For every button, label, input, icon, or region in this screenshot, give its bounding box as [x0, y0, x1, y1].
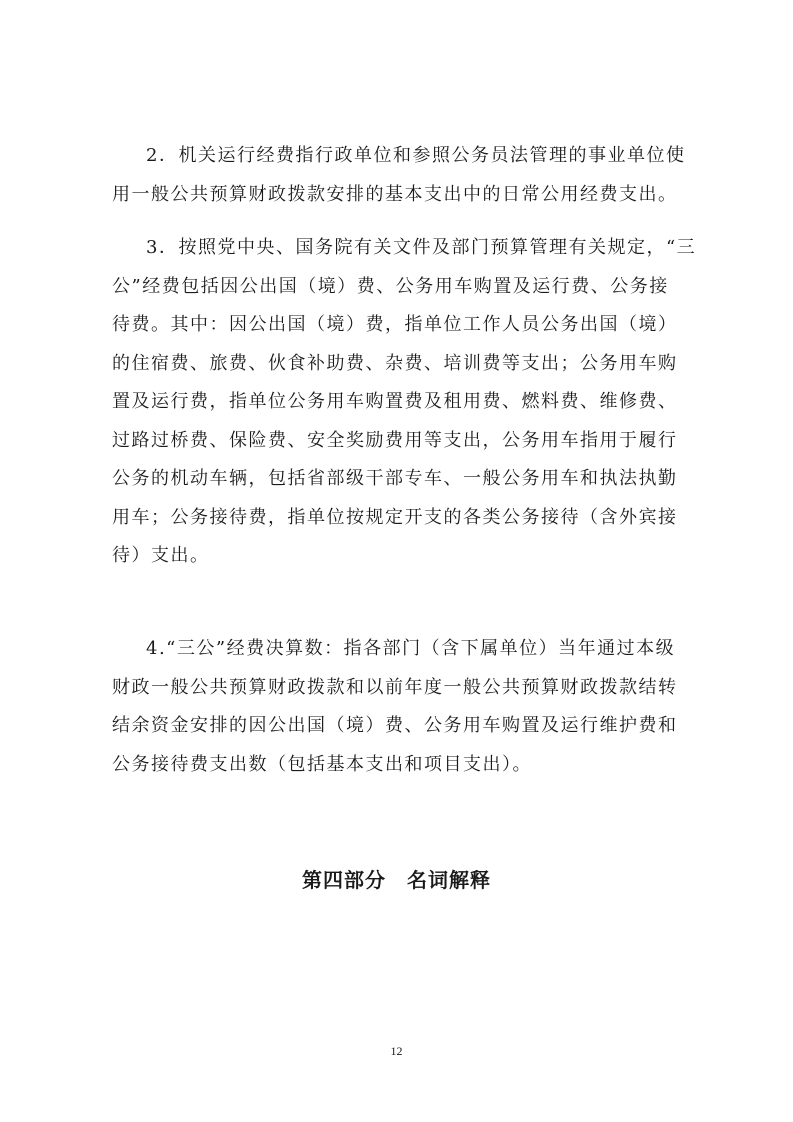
paragraph-line: 公”经费包括因公出国（境）费、公务用车购置及运行费、公务接 — [112, 275, 669, 297]
paragraph-line: 4.“三公”经费决算数：指各部门（含下属单位）当年通过本级 — [146, 638, 676, 659]
paragraph-line: 结余资金安排的因公出国（境）费、公务用车购置及运行维护费和 — [112, 715, 678, 736]
paragraph-line: 公务的机动车辆，包括省部级干部专车、一般公务用车和执法执勤 — [112, 468, 678, 489]
paragraph-line: 过路过桥费、保险费、安全奖励费用等支出，公务用车指用于履行 — [112, 429, 678, 451]
paragraph-line: 用车；公务接待费，指单位按规定开支的各类公务接待（含外宾接 — [112, 506, 678, 528]
paragraph-line: 待费。其中：因公出国（境）费，指单位工作人员公务出国（境） — [112, 314, 678, 335]
paragraph-line: 的住宿费、旅费、伙食补助费、杂费、培训费等支出；公务用车购 — [112, 352, 678, 374]
section-heading: 第四部分 名词解释 — [302, 868, 491, 892]
paragraph-three-public-final-accounts — [112, 630, 692, 784]
page-number: 12 — [390, 1044, 403, 1058]
paragraph-line: 用一般公共预算财政拨款安排的基本支出中的日常公用经费支出。 — [112, 183, 678, 205]
paragraph-line: 待）支出。 — [112, 545, 210, 566]
paragraph-line: 财政一般公共预算财政拨款和以前年度一般公共预算财政拨款结转 — [112, 676, 678, 698]
paragraph-line: 置及运行费，指单位公务用车购置费及租用费、燃料费、维修费、 — [112, 391, 678, 412]
paragraph-operating-expenses — [112, 137, 692, 214]
paragraph-line: 2．机关运行经费指行政单位和参照公务员法管理的事业单位使 — [146, 145, 686, 166]
paragraph-line: 公务接待费支出数（包括基本支出和项目支出）。 — [112, 753, 532, 775]
paragraph-line: 3．按照党中央、国务院有关文件及部门预算管理有关规定，“三 — [146, 237, 697, 258]
paragraph-three-public-expenses-definition — [112, 229, 697, 576]
